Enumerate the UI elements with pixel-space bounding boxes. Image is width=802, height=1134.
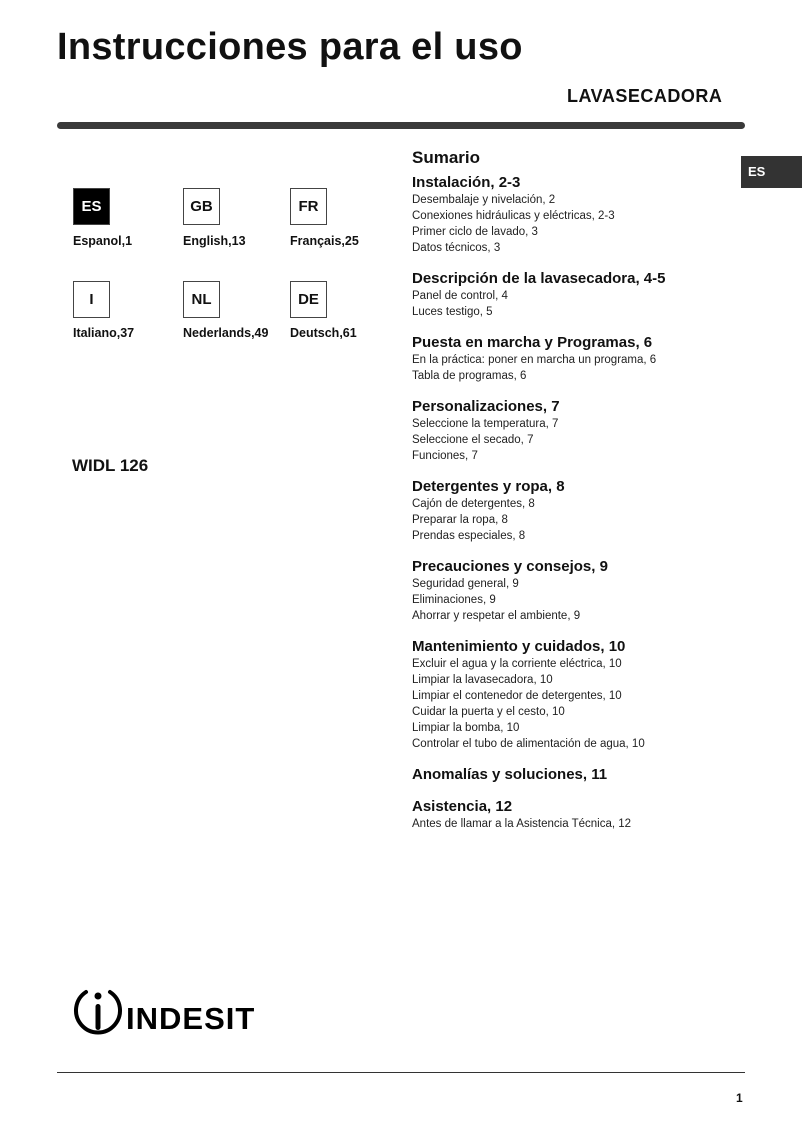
toc-heading: Mantenimiento y cuidados, 10 xyxy=(412,638,626,655)
toc-section xyxy=(412,334,742,384)
toc-heading: Asistencia, 12 xyxy=(412,798,513,815)
language-label: Italiano,37 xyxy=(73,326,135,340)
language-code-box: DE xyxy=(290,281,327,318)
language-code-box: NL xyxy=(183,281,220,318)
toc-item: Luces testigo, 5 xyxy=(412,306,493,318)
table-of-contents xyxy=(412,148,742,846)
toc-item: Excluir el agua y la corriente eléctrica, 10 xyxy=(412,658,622,670)
toc-section xyxy=(412,798,742,832)
language-code-box: I xyxy=(73,281,110,318)
language-code-box: ES xyxy=(73,188,110,225)
language-label: Français,25 xyxy=(290,234,359,248)
toc-item: Limpiar la lavasecadora, 10 xyxy=(412,674,553,686)
toc-section xyxy=(412,766,742,784)
toc-item: Cuidar la puerta y el cesto, 10 xyxy=(412,706,565,718)
language-label: Nederlands,49 xyxy=(183,326,269,340)
toc-item: Funciones, 7 xyxy=(412,450,478,462)
document-subtitle: LAVASECADORA xyxy=(567,86,723,106)
toc-item: Ahorrar y respetar el ambiente, 9 xyxy=(412,610,581,622)
toc-section xyxy=(412,398,742,464)
page-number: 1 xyxy=(736,1091,743,1105)
svg-text:INDESIT: INDESIT xyxy=(126,1001,256,1036)
toc-item: Antes de llamar a la Asistencia Técnica, 12 xyxy=(412,818,632,830)
language-tab: ES xyxy=(741,156,802,188)
toc-section xyxy=(412,270,742,320)
toc-heading: Instalación, 2-3 xyxy=(412,174,521,191)
toc-section xyxy=(412,638,742,752)
toc-item: Seleccione el secado, 7 xyxy=(412,434,534,446)
toc-heading: Puesta en marcha y Programas, 6 xyxy=(412,334,653,351)
toc-section xyxy=(412,558,742,624)
document-title: Instrucciones para el uso xyxy=(57,26,523,68)
toc-item: Primer ciclo de lavado, 3 xyxy=(412,226,538,238)
toc-item: Prendas especiales, 8 xyxy=(412,530,526,542)
toc-heading: Anomalías y soluciones, 11 xyxy=(412,766,608,783)
toc-item: Datos técnicos, 3 xyxy=(412,242,501,254)
toc-heading: Detergentes y ropa, 8 xyxy=(412,478,565,495)
toc-item: Desembalaje y nivelación, 2 xyxy=(412,194,556,206)
toc-title: Sumario xyxy=(412,148,481,167)
model-number: WIDL 126 xyxy=(72,456,149,475)
toc-item: Tabla de programas, 6 xyxy=(412,370,527,382)
toc-item: Panel de control, 4 xyxy=(412,290,508,302)
toc-item: Seguridad general, 9 xyxy=(412,578,519,590)
toc-heading: Personalizaciones, 7 xyxy=(412,398,560,415)
toc-heading: Descripción de la lavasecadora, 4-5 xyxy=(412,270,666,287)
toc-item: Controlar el tubo de alimentación de agua, 10 xyxy=(412,738,645,750)
toc-item: Eliminaciones, 9 xyxy=(412,594,496,606)
toc-heading: Precauciones y consejos, 9 xyxy=(412,558,608,575)
toc-item: Limpiar la bomba, 10 xyxy=(412,722,520,734)
toc-item: Seleccione la temperatura, 7 xyxy=(412,418,559,430)
indesit-logo xyxy=(70,984,270,1045)
toc-item: En la práctica: poner en marcha un programa, 6 xyxy=(412,354,657,366)
language-label: Espanol,1 xyxy=(73,234,133,248)
toc-item: Conexiones hidráulicas y eléctricas, 2-3 xyxy=(412,210,615,222)
language-code-box: GB xyxy=(183,188,220,225)
language-code-box: FR xyxy=(290,188,327,225)
toc-section xyxy=(412,478,742,544)
footer-divider xyxy=(57,1072,745,1073)
toc-item: Limpiar el contenedor de detergentes, 10 xyxy=(412,690,622,702)
language-label: English,13 xyxy=(183,234,246,248)
language-label: Deutsch,61 xyxy=(290,326,357,340)
toc-section xyxy=(412,174,742,256)
header-divider xyxy=(57,122,745,129)
toc-item: Cajón de detergentes, 8 xyxy=(412,498,535,510)
toc-item: Preparar la ropa, 8 xyxy=(412,514,508,526)
